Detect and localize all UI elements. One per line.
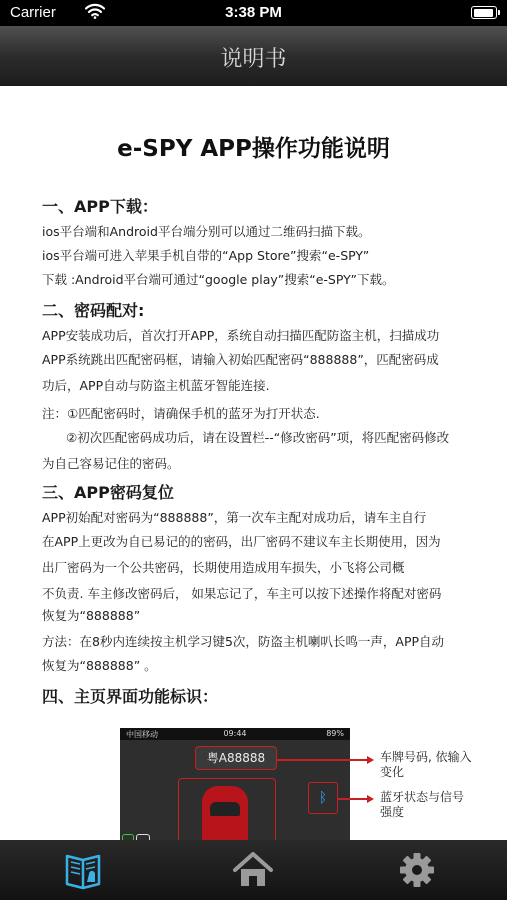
- paragraph-line: ios平台端可进入苹果手机自带的“App Store”搜索“e-SPY”: [42, 248, 370, 263]
- callout-arrow: [367, 756, 374, 764]
- paragraph-line: 为自己容易记住的密码。: [42, 456, 180, 471]
- callout-bluetooth: [380, 790, 464, 820]
- paragraph-line: APP系统跳出匹配密码框，请输入初始匹配密码“888888”，匹配密码成: [42, 352, 439, 367]
- document-title: e-SPY APP操作功能说明: [117, 136, 390, 162]
- section-heading-home-ui: 四、主页界面功能标识：: [42, 687, 219, 706]
- tab-bar: [0, 840, 507, 900]
- screenshot-status-bar: [120, 728, 350, 740]
- paragraph-line: 方法：在8秒内连续按主机学习键5次，防盗主机喇叭长鸣一声，APP自动: [42, 634, 445, 649]
- screenshot-time: 09:44: [223, 729, 247, 738]
- app-home-screenshot: [120, 728, 350, 840]
- paragraph-line: ios平台端和Android平台端分别可以通过二维码扫描下载。: [42, 224, 371, 239]
- callout-text: 蓝牙状态与信号: [380, 790, 465, 804]
- paragraph-line: 下载 :Android平台端可通过“google play”搜索“e-SPY”下载。: [42, 272, 395, 287]
- gear-icon: [387, 848, 447, 892]
- paragraph-line: 功后，APP自动与防盗主机蓝牙智能连接.: [42, 378, 270, 393]
- callout-text: 车牌号码, 依输入: [380, 750, 472, 764]
- page-title: 说明书: [220, 47, 287, 72]
- callout-text: 强度: [380, 805, 405, 819]
- paragraph-line: 恢复为“888888” 。: [42, 658, 157, 673]
- section-heading-pairing: 二、密码配对:: [42, 301, 145, 320]
- callout-line: [338, 798, 368, 800]
- clock: 3:38 PM: [225, 4, 282, 21]
- bluetooth-icon: ᛒ: [308, 782, 338, 814]
- tab-manual[interactable]: [53, 848, 113, 892]
- screenshot-carrier: 中国移动: [126, 730, 158, 739]
- callout-plate: [380, 750, 472, 780]
- callout-arrow: [367, 795, 374, 803]
- screenshot-battery: 89%: [326, 729, 344, 738]
- car-icon: [202, 786, 248, 840]
- paragraph-line: APP初始配对密码为“888888”，第一次车主配对成功后，请车主自行: [42, 510, 427, 525]
- home-icon: [223, 848, 283, 892]
- nav-bar: [0, 26, 507, 86]
- manual-document[interactable]: [0, 86, 507, 840]
- tab-home[interactable]: [223, 848, 283, 892]
- callout-text: 变化: [380, 765, 405, 779]
- license-plate: 粤A88888: [195, 746, 277, 770]
- section-heading-reset: 三、APP密码复位: [42, 483, 174, 502]
- paragraph-line: 出厂密码为一个公共密码，长期使用造成用车损失，小飞将公司概: [42, 560, 405, 575]
- paragraph-line: ②初次匹配密码成功后，请在设置栏--“修改密码”项，将匹配密码修改: [66, 430, 450, 445]
- battery-icon: [471, 6, 497, 19]
- status-bar: [0, 0, 507, 26]
- section-heading-download: 一、APP下载：: [42, 197, 158, 216]
- paragraph-line: 注：①匹配密码时，请确保手机的蓝牙为打开状态.: [42, 406, 320, 421]
- paragraph-line: 恢复为“888888”: [42, 608, 141, 623]
- paragraph-line: APP安装成功后，首次打开APP，系统自动扫描匹配防盗主机，扫描成功: [42, 328, 440, 343]
- paragraph-line: 不负责. 车主修改密码后， 如果忘记了，车主可以按下述操作将配对密码: [42, 586, 442, 601]
- callout-line: [277, 759, 369, 761]
- tab-settings[interactable]: [387, 848, 447, 892]
- carrier-label: Carrier: [10, 4, 56, 21]
- book-icon: [53, 848, 113, 892]
- paragraph-line: 在APP上更改为自已易记的的密码，出厂密码不建议车主长期使用，因为: [42, 534, 441, 549]
